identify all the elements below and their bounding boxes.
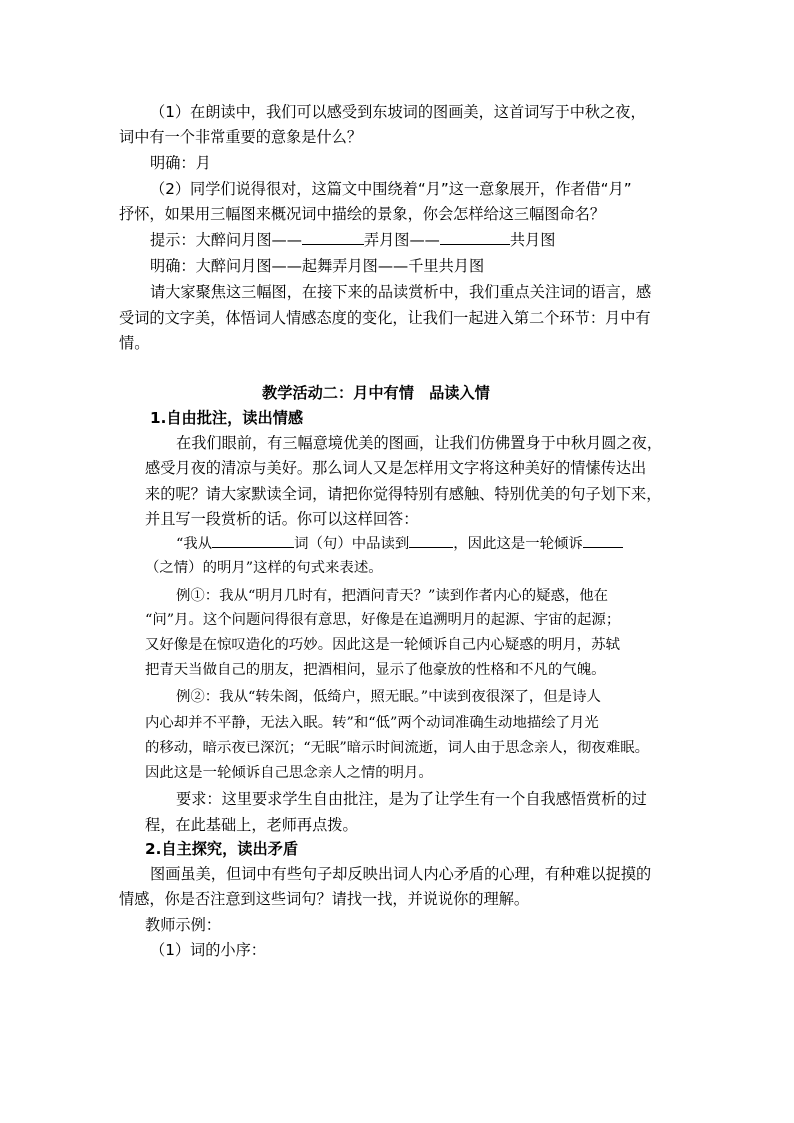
paragraph-line: 受词的文字美，体悟词人情感态度的变化，让我们一起进入第二个环节：月中有 (119, 309, 651, 327)
paragraph-line: 情。 (119, 334, 150, 352)
paragraph-line: 要求：这里要求学生自由批注，是为了让学生有一个自我感悟赏析的过 (176, 790, 647, 808)
paragraph-line: （1）词的小序： (150, 941, 266, 959)
paragraph-line: 在我们眼前，有三幅意境优美的图画，让我们仿佛置身于中秋月圆之夜， (176, 434, 662, 452)
subsection-heading: 1.自由批注，读出情感 (150, 409, 304, 427)
fill-blank (440, 228, 510, 245)
template-text: “我从 (176, 536, 213, 552)
fill-blank (212, 531, 294, 548)
section-title: 教学活动二：月中有情 品读入情 (262, 384, 490, 402)
hint-text: 提示：大醉问月图—— (150, 231, 302, 249)
paragraph-line: 教师示例： (145, 916, 221, 934)
subsection-heading: 2.自主探究，读出矛盾 (145, 840, 299, 858)
fill-blank (583, 531, 623, 548)
example-line: “问”月。这个问题问得很有意思，好像是在追溯明月的起源、宇宙的起源； (145, 612, 621, 628)
template-line: （之情）的明月”这样的句式来表述。 (145, 560, 383, 576)
template-line (176, 531, 623, 557)
answer-line: 明确：月 (150, 154, 211, 172)
hint-text: 共月图 (509, 231, 556, 249)
example-line: 又好像是在惊叹造化的巧妙。因此这是一轮倾诉自己内心疑惑的明月，苏轼 (145, 637, 620, 653)
template-text: 词（句）中品读到 (294, 536, 410, 552)
hint-text: 弄月图—— (363, 231, 440, 249)
paragraph-line: 请大家聚焦这三幅图，在接下来的品读赏析中，我们重点关注词的语言，感 (150, 283, 652, 301)
answer-line: 明确：大醉问月图——起舞弄月图——千里共月图 (150, 257, 485, 275)
fill-blank (302, 228, 364, 245)
paragraph-line: 程，在此基础上，老师再点拨。 (145, 816, 358, 834)
paragraph-line: 情感，你是否注意到这些词句？请找一找，并说说你的理解。 (119, 890, 530, 908)
example-line: 因此这是一轮倾诉自己思念亲人之情的明月。 (145, 765, 433, 781)
template-text: ，因此这是一轮倾诉 (453, 536, 583, 552)
paragraph-line: 并且写一段赏析的话。你可以这样回答： (145, 510, 419, 528)
hint-line (150, 227, 555, 253)
paragraph-line: （1）在朗读中，我们可以感受到东坡词的图画美，这首词写于中秋之夜， (150, 103, 646, 121)
paragraph-line: （2）同学们说得很对，这篇文中围绕着“月”这一意象展开，作者借“月” (150, 180, 632, 198)
example-line: 内心却并不平静，无法入眠。转”和“低”两个动词准确生动地描绘了月光 (145, 715, 599, 731)
paragraph-line: 词中有一个非常重要的意象是什么？ (119, 128, 362, 146)
example-line: 把青天当做自己的朋友，把酒相问，显示了他豪放的性格和不凡的气魄。 (145, 662, 606, 678)
paragraph-line: 抒怀，如果用三幅图来概况词中描绘的景象，你会怎样给这三幅图命名？ (119, 205, 605, 223)
fill-blank (409, 531, 453, 548)
example-line: 例①：我从“明月几时有，把酒问青天？”读到作者内心的疑惑，他在 (176, 588, 609, 604)
example-line: 的移动，暗示夜已深沉；“无眠”暗示时间流逝，词人由于思念亲人，彻夜难眠。 (145, 740, 649, 756)
example-line: 例②：我从“转朱阁，低绮户，照无眠。”中读到夜很深了，但是诗人 (176, 689, 601, 705)
paragraph-line: 来的呢？请大家默读全词，请把你觉得特别有感触、特别优美的句子划下来， (145, 485, 662, 503)
paragraph-line: 图画虽美，但词中有些句子却反映出词人内心矛盾的心理，有种难以捉摸的 (150, 865, 652, 883)
paragraph-line: 感受月夜的清凉与美好。那么词人又是怎样用文字将这种美好的情愫传达出 (145, 459, 647, 477)
